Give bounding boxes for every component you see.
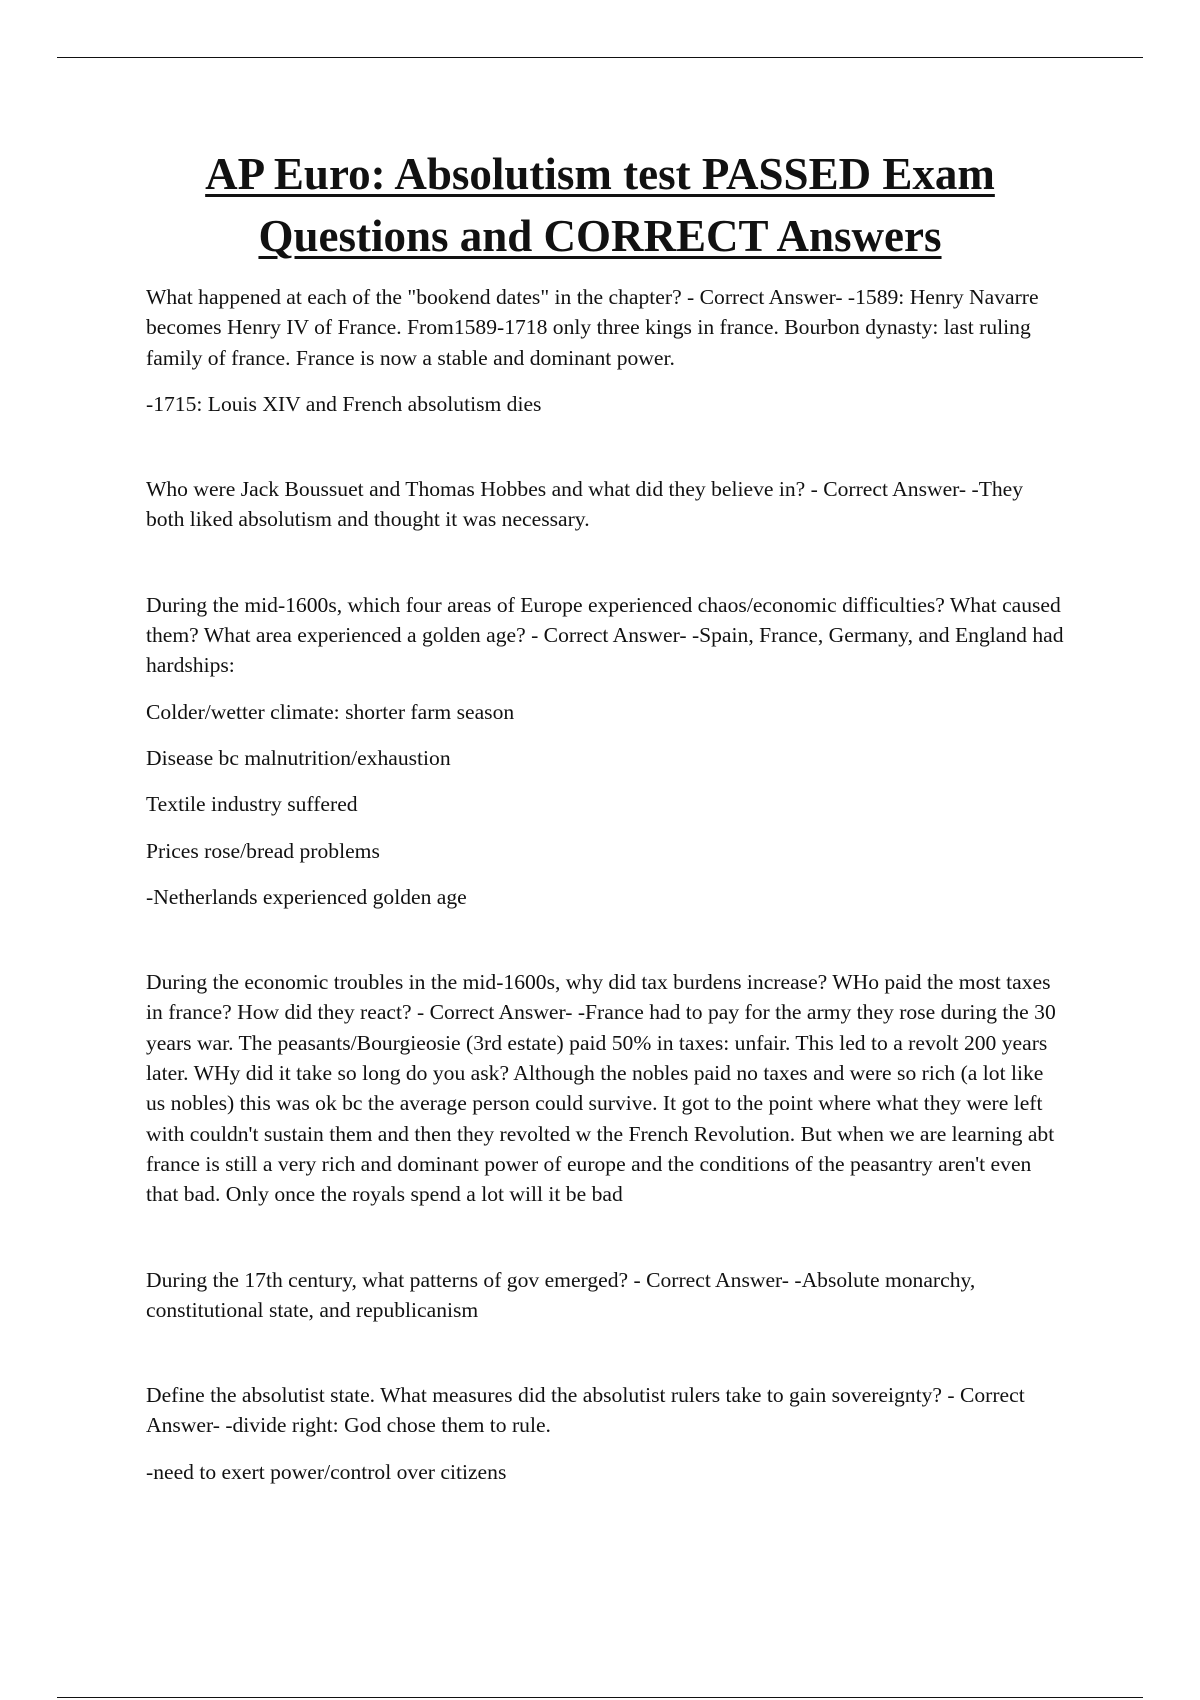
qa-paragraph: During the mid-1600s, which four areas of Europe experienced chaos/economic difficulties? What caused them? What area experienced a golden age? - Correct Answer- -Spain, France, Germany, and England had hardships: xyxy=(146,592,1064,678)
document-body xyxy=(146,282,1066,1487)
qa-paragraph: Disease bc malnutrition/exhaustion xyxy=(146,745,451,770)
qa-paragraph: -Netherlands experienced golden age xyxy=(146,884,467,909)
qa-paragraph: What happened at each of the "bookend dates" in the chapter? - Correct Answer- -1589: Henry Navarre becomes Henry IV of France. From1589-1718 only three kings in france. Bourbon dynasty: last ruling family of france. France is now a stable and dominant power. xyxy=(146,285,1039,370)
qa-paragraph: Prices rose/bread problems xyxy=(146,838,380,863)
bottom-rule xyxy=(57,1697,1143,1698)
qa-paragraph: Colder/wetter climate: shorter farm season xyxy=(146,699,515,724)
qa-paragraph: During the economic troubles in the mid-1600s, why did tax burdens increase? WHo paid the most taxes in france? How did they react? - Correct Answer- -France had to pay for the army they rose during the 30 years war. The peasants/Bourgieosie (3rd estate) paid 50% in taxes: unfair. This led to a revolt 200 years later. WHy did it take so long do you ask? Although the nobles paid no taxes and were so rich (a lot like us nobles) this was ok bc the average person could survive. It got to the point where what they were left with couldn't sustain them and then they revolted w the French Revolution. But when we are learning abt france is still a very rich and dominant power of europe and the conditions of the peasantry aren't even that bad. Only once the royals spend a lot will it be bad xyxy=(146,970,1056,1207)
qa-item-absolutist-state xyxy=(146,1380,1066,1487)
qa-item-bookend-dates xyxy=(146,282,1066,419)
top-rule xyxy=(57,57,1143,58)
qa-item-boussuet-hobbes xyxy=(146,474,1066,535)
title-line-1: AP Euro: Absolutism test PASSED Exam xyxy=(205,149,995,199)
qa-paragraph: Textile industry suffered xyxy=(146,792,358,817)
qa-item-mid-1600s-chaos xyxy=(146,590,1066,912)
qa-item-patterns-of-gov xyxy=(146,1265,1066,1326)
qa-paragraph: -need to exert power/control over citizens xyxy=(146,1459,507,1484)
qa-paragraph: -1715: Louis XIV and French absolutism dies xyxy=(146,391,542,416)
qa-paragraph: Define the absolutist state. What measures did the absolutist rulers take to gain sovereignty? - Correct Answer- -divide right: God chose them to rule. xyxy=(146,1383,1025,1438)
qa-item-tax-burdens xyxy=(146,967,1066,1209)
document-title xyxy=(100,143,1100,267)
title-line-2: Questions and CORRECT Answers xyxy=(258,211,942,261)
qa-paragraph: During the 17th century, what patterns of gov emerged? - Correct Answer- -Absolute monarchy, constitutional state, and republicanism xyxy=(146,1267,976,1322)
qa-paragraph: Who were Jack Boussuet and Thomas Hobbes and what did they believe in? - Correct Answer- -They both liked absolutism and thought it was necessary. xyxy=(146,477,1024,532)
